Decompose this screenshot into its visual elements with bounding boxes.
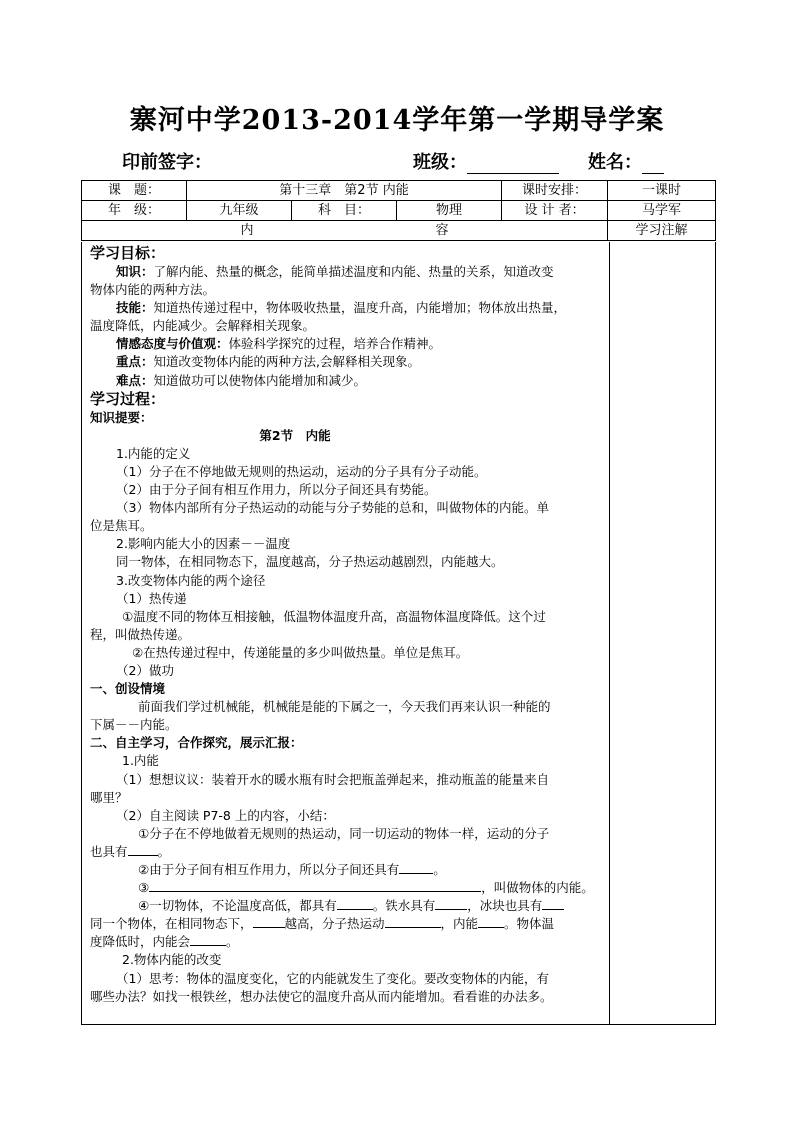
text-line: （1）想想议议：装着开水的暖水瓶有时会把瓶盖弹起来，推动瓶盖的能量来自 — [116, 771, 549, 787]
text-line: 下属－－内能。 — [90, 717, 178, 733]
fill-line: 同一个物体，在相同物态下， 越高，分子热运动 ，内能 。物体温 — [90, 916, 555, 932]
answer-blank[interactable] — [337, 897, 373, 910]
text-line: 哪里？ — [90, 789, 128, 805]
lesson-meta-table — [81, 180, 716, 241]
topic-label: 课 题： — [82, 181, 187, 201]
answer-blank[interactable] — [542, 897, 564, 910]
class-field — [413, 148, 559, 174]
class-blank[interactable] — [467, 155, 559, 174]
content-header: 内 容 — [82, 221, 608, 241]
content-box — [81, 242, 716, 1025]
answer-blank[interactable] — [385, 915, 441, 928]
text-line: （3）物体内部所有分子热运动的动能与分子势能的总和，叫做物体的内能。单 — [116, 500, 549, 516]
hours-label: 课时安排： — [502, 181, 608, 201]
fill-line: ③ ，叫做物体的内能。 — [138, 880, 594, 896]
name-blank[interactable] — [642, 155, 664, 174]
text-line: 2.影响内能大小的因素－－温度 — [116, 536, 291, 552]
text-line: （1）热传递 — [116, 590, 187, 606]
knowledge-line: 知识：了解内能、热量的概念，能简单描述温度和内能、热量的关系，知道改变 — [116, 264, 554, 279]
goals-heading: 学习目标： — [90, 244, 166, 262]
answer-blank[interactable] — [253, 915, 285, 928]
text-line: （1）分子在不停地做无规则的热运动，运动的分子具有分子动能。 — [116, 463, 487, 479]
section-title: 第2节 内能 — [259, 427, 331, 443]
text-line: 哪些办法？如找一根铁丝，想办法使它的温度升高从而内能增加。看看谁的办法多。 — [90, 988, 553, 1004]
sign-label: 印前签字： — [122, 152, 212, 173]
name-field — [588, 148, 664, 174]
text-line: （2）做功 — [116, 662, 174, 678]
answer-blank[interactable] — [190, 933, 226, 946]
text-line: （2）自主阅读 P7-8 上的内容，小结： — [116, 807, 335, 823]
lesson-content — [90, 244, 610, 1006]
difficulty-line: 难点：知道做功可以使物体内能增加和减少。 — [116, 372, 367, 388]
hours-value: 一课时 — [608, 181, 716, 201]
tips-heading: 知识提要： — [90, 409, 153, 425]
grade-value: 九年级 — [187, 201, 292, 221]
key-point-line: 重点：知道改变物体内能的两种方法,会解释相关现象。 — [116, 354, 420, 370]
text-line: 1.内能的定义 — [116, 445, 191, 461]
designer-label: 设 计 者： — [502, 201, 608, 221]
text-line: （1）思考：物体的温度变化，它的内能就发生了变化。要改变物体的内能，有 — [116, 970, 549, 986]
grade-label: 年 级： — [82, 201, 187, 221]
answer-blank[interactable] — [435, 897, 467, 910]
process-heading: 学习过程： — [90, 389, 166, 408]
name-label: 姓名： — [588, 152, 642, 173]
topic-value: 第十三章 第2节 内能 — [187, 181, 502, 201]
text-line: 同一物体，在相同物态下，温度越高，分子热运动越剧烈，内能越大。 — [116, 554, 504, 570]
section-2-heading: 二、自主学习，合作探究，展示汇报： — [90, 735, 303, 751]
fill-line: 也具有 。 — [90, 843, 171, 859]
text-line: 2.物体内能的改变 — [122, 952, 222, 968]
text-line: 前面我们学过机械能，机械能是能的下属之一，今天我们再来认识一种能的 — [138, 699, 551, 715]
section-1-heading: 一、创设情境 — [90, 681, 166, 697]
fill-line: ②由于分子间有相互作用力，所以分子间还具有 。 — [138, 862, 446, 877]
text-line: 3.改变物体内能的两个途径 — [116, 572, 266, 588]
meta-row-topic — [82, 181, 716, 201]
skill-line: 技能：知道热传递过程中，物体吸收热量，温度升高，内能增加；物体放出热量， — [116, 300, 567, 316]
subject-value: 物理 — [397, 201, 502, 221]
attitude-line: 情感态度与价值观：体验科学探究的过程，培养合作精神。 — [116, 336, 442, 352]
text-line: ①分子在不停地做着无规则的热运动，同一切运动的物体一样，运动的分子 — [138, 825, 550, 841]
notes-header: 学习注解 — [608, 221, 716, 241]
text-line: ①温度不同的物体互相接触，低温物体温度升高，高温物体温度降低。这个过 — [122, 608, 546, 624]
text-line: 1.内能 — [122, 753, 159, 769]
answer-blank[interactable] — [128, 843, 158, 856]
designer-value: 马学军 — [608, 201, 716, 221]
meta-row-headers — [82, 221, 716, 241]
fill-line: ④一切物体，不论温度高低，都具有 。铁水具有 ，冰块也具有 — [90, 897, 610, 915]
knowledge-line-2: 物体内能的两种方法。 — [90, 282, 216, 298]
text-line: ②在热传递过程中，传递能量的多少叫做热量。单位是焦耳。 — [132, 644, 469, 660]
class-label: 班级： — [413, 152, 467, 173]
answer-blank[interactable] — [149, 879, 481, 892]
answer-blank[interactable] — [399, 861, 433, 874]
text-line: 程，叫做热传递。 — [90, 626, 191, 642]
text-line: （2）由于分子间有相互作用力，所以分子间还具有势能。 — [116, 482, 437, 498]
text-line: 位是焦耳。 — [90, 518, 153, 534]
answer-blank[interactable] — [478, 915, 504, 928]
fill-line: 度降低时，内能会 。 — [90, 934, 239, 950]
page-title: 寨河中学2013-2014学年第一学期导学案 — [129, 105, 665, 136]
skill-line-2: 温度降低，内能减少。会解释相关现象。 — [90, 318, 316, 334]
meta-row-grade — [82, 201, 716, 221]
subject-label: 科 目： — [292, 201, 397, 221]
